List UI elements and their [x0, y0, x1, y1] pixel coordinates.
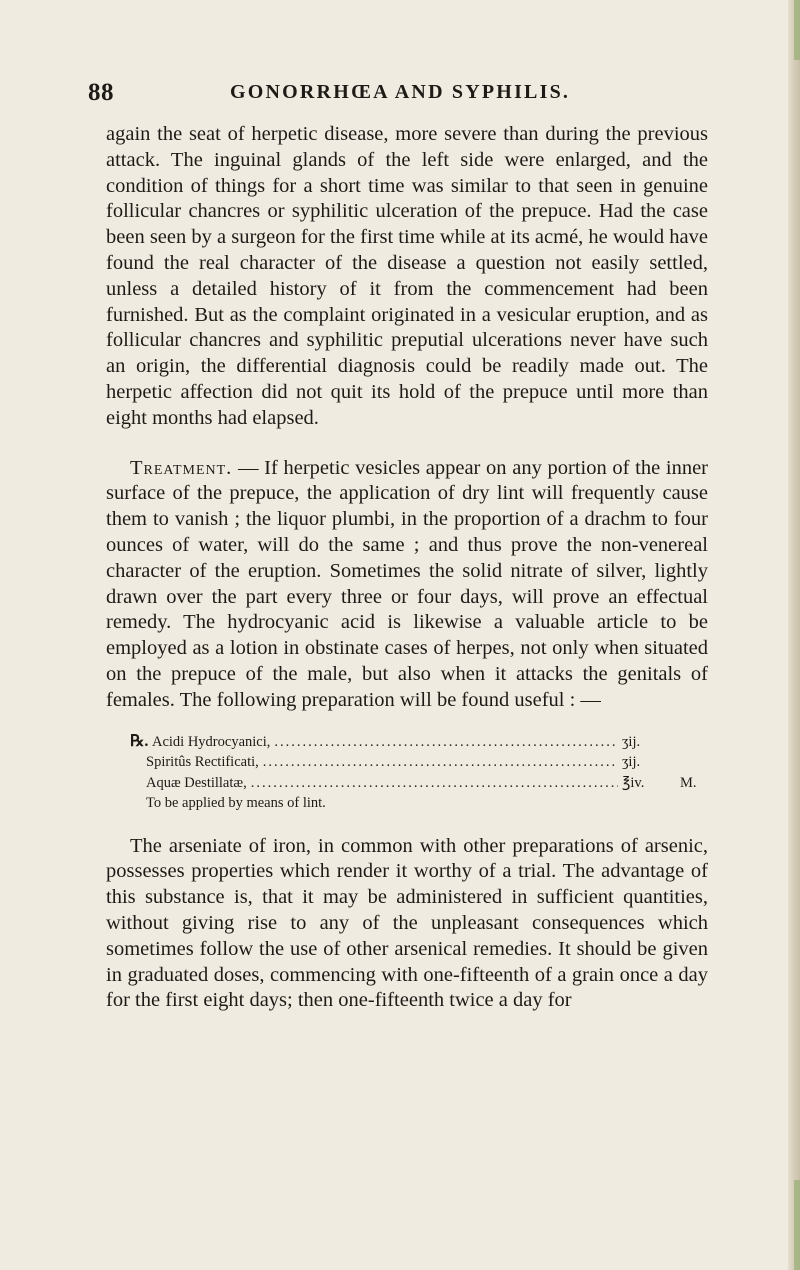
ingredient-quantity: ℥iv. — [622, 774, 645, 791]
ingredient-name: Aquæ Destillatæ, — [146, 774, 247, 791]
paragraph: The arseniate of iron, in common with other preparations of arsenic, possesses properties which render it worthy of a trial. The advantage of this substance is, that it may be administered in sufficient quantities, without giving rise to any of the unpleasant consequences which sometimes follow the use of other arsenical remedies. It should be given in graduated doses, commencing with one-fifteenth of a grain once a day for the first eight days; then one-fifteenth twice a day for — [106, 834, 708, 1012]
edge-stain — [794, 1180, 800, 1270]
recipe-symbol: ℞. — [130, 732, 149, 750]
ingredient-quantity: ʒij. — [622, 754, 641, 771]
prescription — [106, 732, 708, 814]
running-head: GONORRHŒA AND SYPHILIS. — [230, 81, 571, 103]
leader-dots — [263, 752, 618, 773]
ingredient-name: Spiritûs Rectificati, — [146, 754, 259, 771]
edge-stain — [794, 0, 800, 60]
paragraph-treatment — [106, 456, 708, 714]
paragraph: again the seat of herpetic disease, more severe than during the previous attack. The inguinal glands of the left side were enlarged, and the condition of things for a short time was similar to that seen in genuine follicular chancres or syphilitic ulceration of the prepuce. Had the case been seen by a surgeon for the first time while at its acmé, he would have found the real character of the disease a question not easily settled, unless a detailed history of it from the commencement had been furnished. But as the complaint originated in a vesicular eruption, and as follicular chancres and syphilitic preputial ulcerations never have such an origin, the differential diagnosis could be readily made out. The herpetic affection did not quit its hold of the prepuce until more than eight months had elapsed. — [106, 123, 708, 429]
page-header — [88, 79, 708, 109]
prescription-line — [106, 732, 708, 753]
leader-dots — [274, 732, 618, 753]
page-edge — [788, 0, 800, 1270]
prescription-line — [106, 752, 708, 773]
prescription-line — [106, 773, 708, 794]
leader-dots — [251, 773, 618, 794]
ingredient-name: Acidi Hydrocyanici, — [152, 733, 271, 750]
page-number: 88 — [88, 79, 114, 106]
section-heading: Treatment. — [130, 456, 233, 479]
paragraph-text: — If herpetic vesicles appear on any portion of the inner surface of the prepuce, the application of dry lint will frequently cause them to vanish ; the liquor plumbi, in the proportion of a drachm to four ounces of water, will do the same ; and thus prove the non-venereal character of the eruption. Sometimes the solid nitrate of silver, lightly drawn over the part every three or four days, will prove an effectual remedy. The hydrocyanic acid is likewise a valuable article to be employed as a lotion in obstinate cases of herpes, not only when situated on the prepuce of the male, but also when it attacks the genitals of females. The following preparation will be found useful : — — [106, 456, 708, 711]
body-text — [106, 122, 708, 1014]
ingredient-quantity: ʒij. — [622, 733, 641, 750]
prescription-note: To be applied by means of lint. — [146, 795, 326, 812]
misce-sign: M. — [680, 774, 697, 791]
